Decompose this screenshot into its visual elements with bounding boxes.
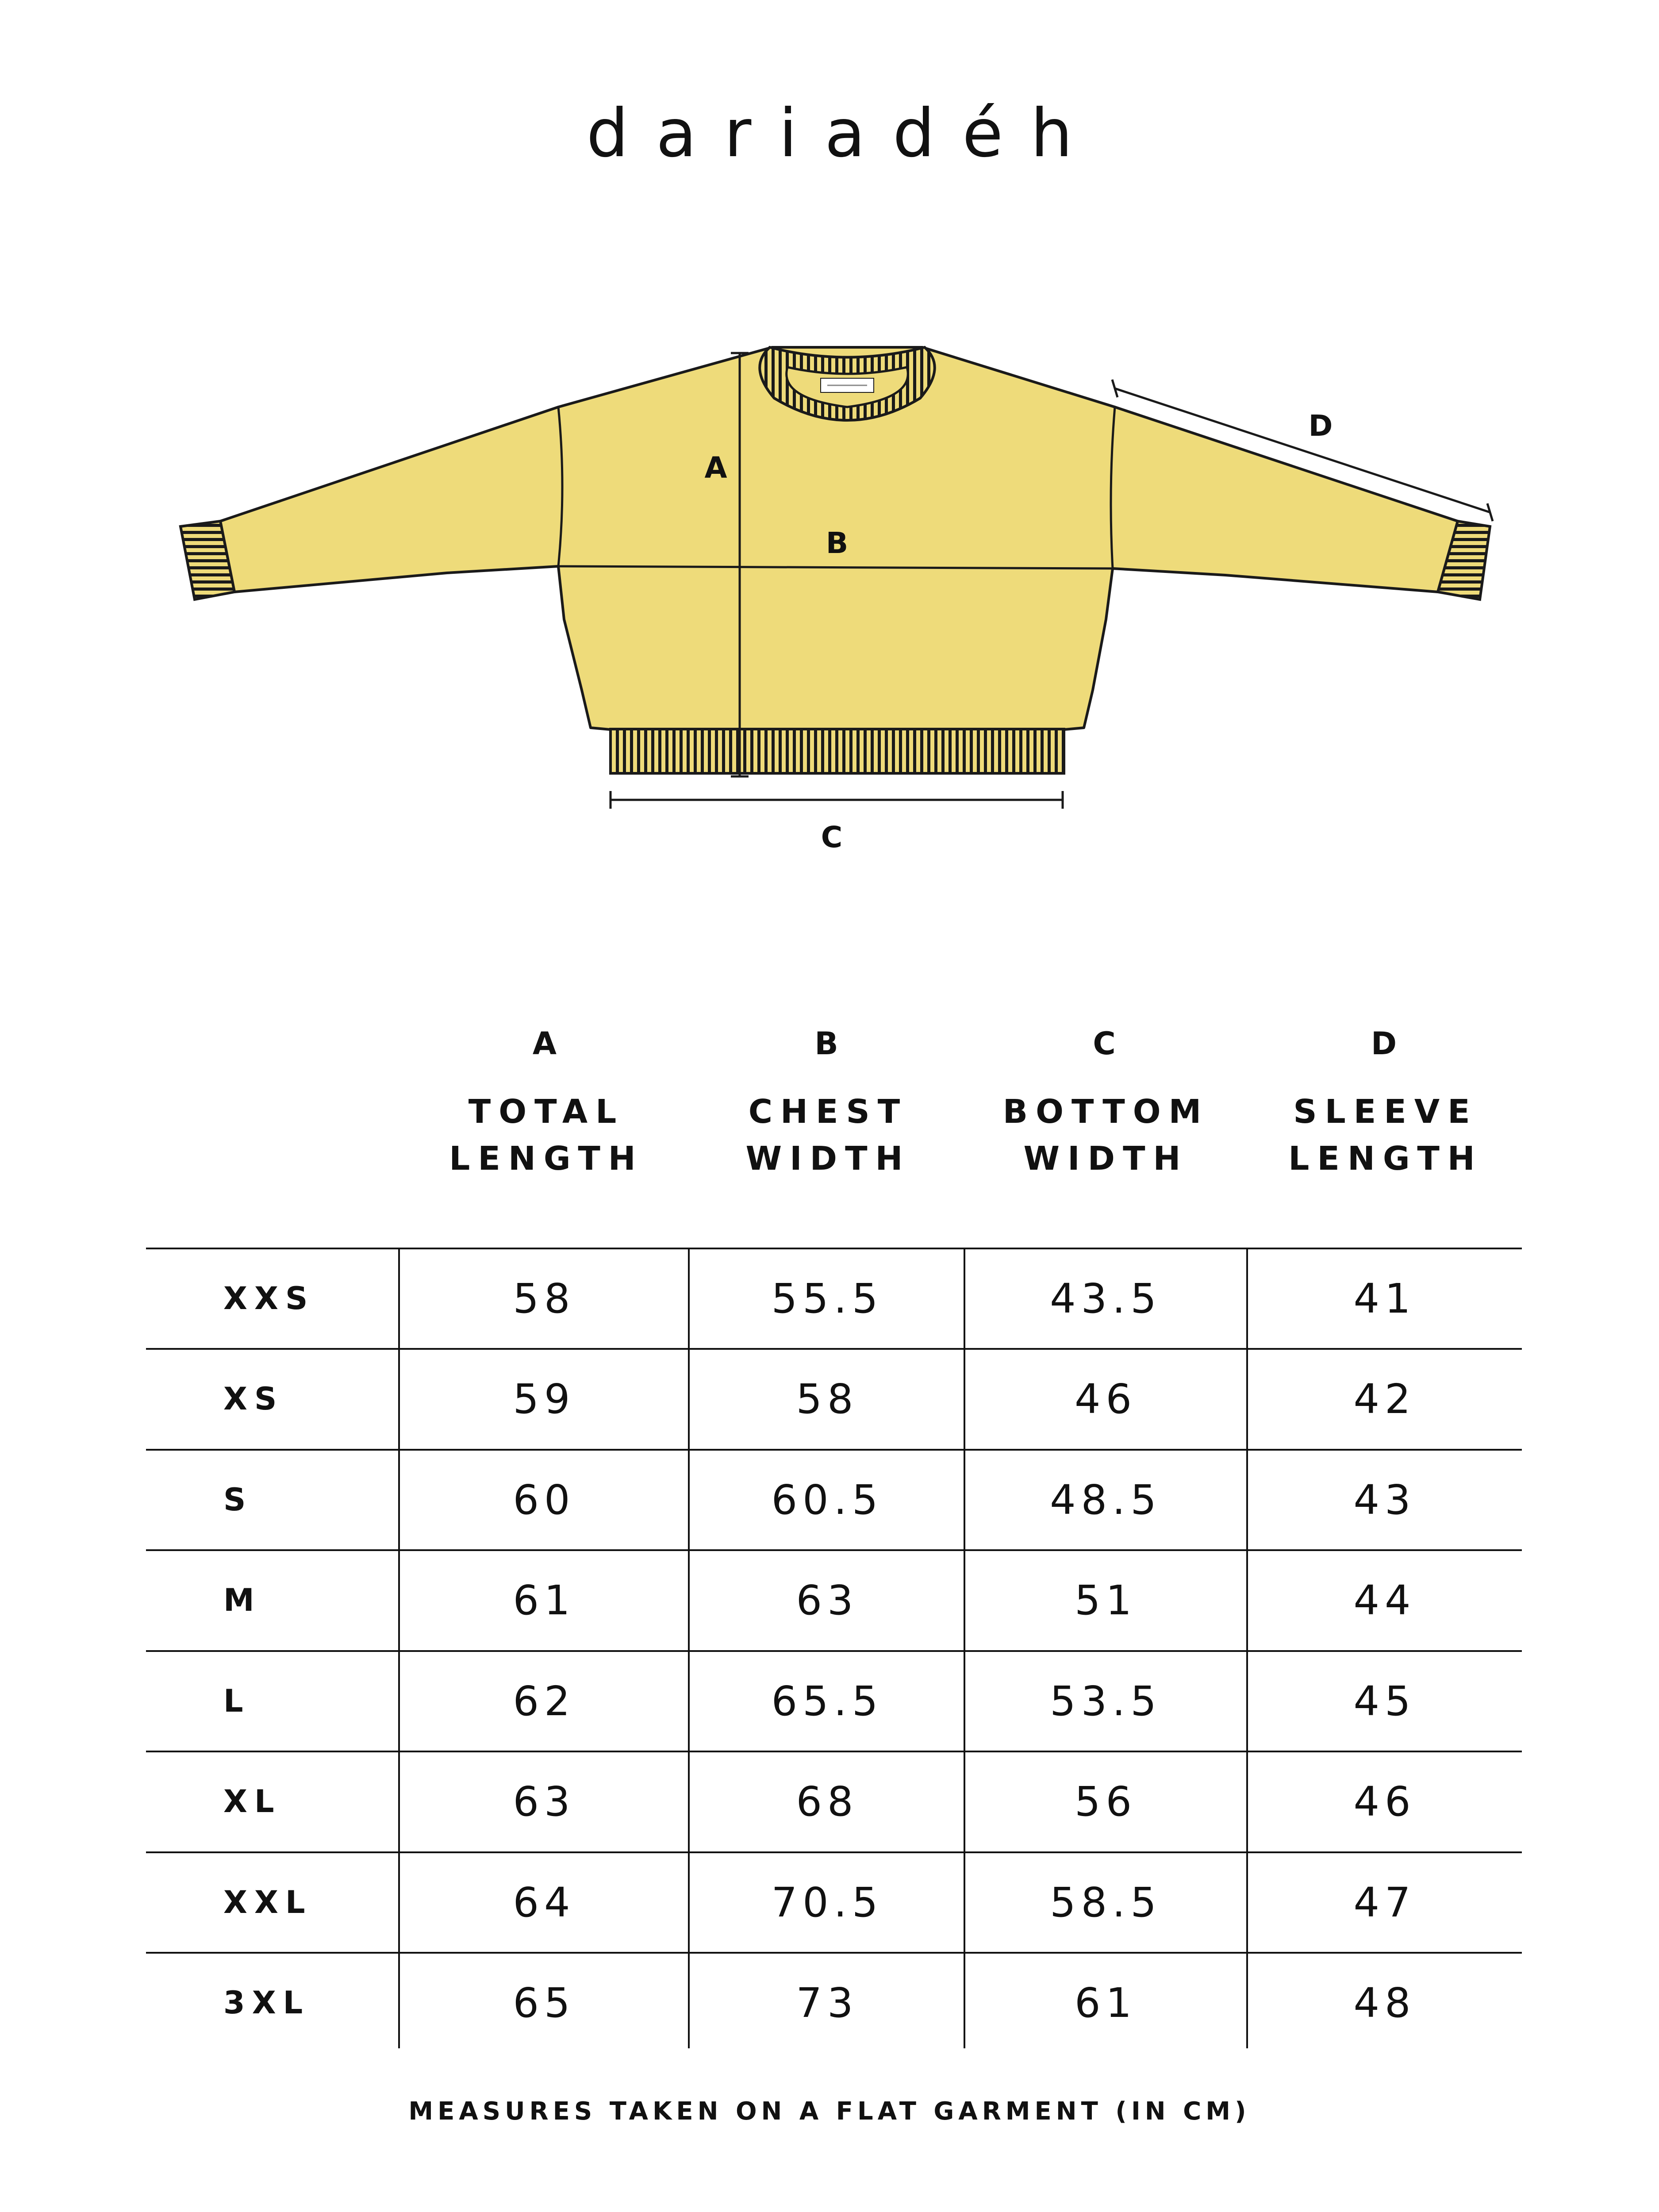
brand-logo: dariadéh: [586, 95, 1100, 172]
cell-bottom-width: 53.5: [1050, 1678, 1162, 1725]
cell-total-length: 65: [513, 1979, 576, 2027]
cell-sleeve-length: 48: [1353, 1979, 1416, 2027]
cell-chest-width: 55.5: [771, 1275, 883, 1322]
cell-chest-width: 58: [796, 1375, 859, 1423]
cell-chest-width: 60.5: [771, 1476, 883, 1524]
size-label: L: [223, 1683, 250, 1719]
size-label: 3XL: [223, 1985, 310, 2021]
table-row: [146, 1651, 1522, 1751]
cell-sleeve-length: 45: [1353, 1678, 1416, 1725]
cell-sleeve-length: 44: [1353, 1577, 1416, 1624]
table-row: [146, 1349, 1522, 1449]
cell-bottom-width: 61: [1074, 1979, 1137, 2027]
cell-bottom-width: 43.5: [1050, 1275, 1162, 1322]
table-row: [146, 1550, 1522, 1651]
sweater-diagram: [0, 310, 1659, 907]
cell-chest-width: 63: [796, 1577, 859, 1624]
table-row: [146, 1751, 1522, 1852]
hem-ribbing: [611, 729, 1064, 773]
column-letter: A: [532, 1025, 561, 1062]
size-label: XXS: [223, 1280, 315, 1317]
cell-sleeve-length: 43: [1353, 1476, 1416, 1524]
cell-bottom-width: 51: [1074, 1577, 1137, 1624]
cell-chest-width: 68: [796, 1778, 859, 1825]
cell-bottom-width: 56: [1074, 1778, 1137, 1825]
column-header-d: [1253, 1025, 1518, 1182]
cell-chest-width: 70.5: [771, 1879, 883, 1926]
column-title-line2: LENGTH: [1288, 1140, 1483, 1178]
table-row: [146, 1953, 1522, 2053]
column-title-line2: LENGTH: [449, 1140, 644, 1178]
size-table: [146, 1248, 1522, 2044]
column-letter: D: [1371, 1025, 1401, 1062]
column-title-line1: BOTTOM: [1002, 1093, 1210, 1131]
size-label: XXL: [223, 1884, 312, 1920]
column-title-line2: WIDTH: [745, 1140, 911, 1178]
cell-chest-width: 73: [796, 1979, 859, 2027]
size-label: M: [223, 1582, 261, 1618]
label-d: D: [1308, 409, 1333, 443]
column-letter: B: [814, 1025, 842, 1062]
column-title-line1: CHEST: [748, 1093, 908, 1131]
table-row: [146, 1852, 1522, 1953]
table-row: [146, 1450, 1522, 1550]
footnote: MEASURES TAKEN ON A FLAT GARMENT (IN CM): [408, 2097, 1251, 2126]
cell-sleeve-length: 41: [1353, 1275, 1416, 1322]
column-header-c: [973, 1025, 1239, 1182]
cell-bottom-width: 46: [1074, 1375, 1137, 1423]
size-label: XL: [223, 1783, 281, 1820]
cell-total-length: 58: [513, 1275, 576, 1322]
column-letter: C: [1093, 1025, 1119, 1062]
cell-total-length: 61: [513, 1577, 576, 1624]
cell-sleeve-length: 47: [1353, 1879, 1416, 1926]
label-b: B: [826, 526, 849, 560]
column-header-a: [414, 1025, 679, 1182]
column-title-line1: TOTAL: [468, 1093, 625, 1131]
table-row: [146, 1248, 1522, 1349]
column-title-line2: WIDTH: [1023, 1140, 1189, 1178]
column-header-b: [695, 1025, 961, 1182]
size-label: S: [223, 1482, 253, 1518]
size-label: XS: [223, 1381, 284, 1417]
cell-total-length: 62: [513, 1678, 576, 1725]
label-c: C: [821, 820, 843, 854]
column-title-line1: SLEEVE: [1293, 1093, 1478, 1131]
cell-total-length: 63: [513, 1778, 576, 1825]
label-a: A: [704, 451, 727, 485]
cell-sleeve-length: 46: [1353, 1778, 1416, 1825]
cell-bottom-width: 48.5: [1050, 1476, 1162, 1524]
cell-total-length: 64: [513, 1879, 576, 1926]
cell-total-length: 60: [513, 1476, 576, 1524]
cell-chest-width: 65.5: [771, 1678, 883, 1725]
cell-total-length: 59: [513, 1375, 576, 1423]
cell-sleeve-length: 42: [1353, 1375, 1416, 1423]
cell-bottom-width: 58.5: [1050, 1879, 1162, 1926]
